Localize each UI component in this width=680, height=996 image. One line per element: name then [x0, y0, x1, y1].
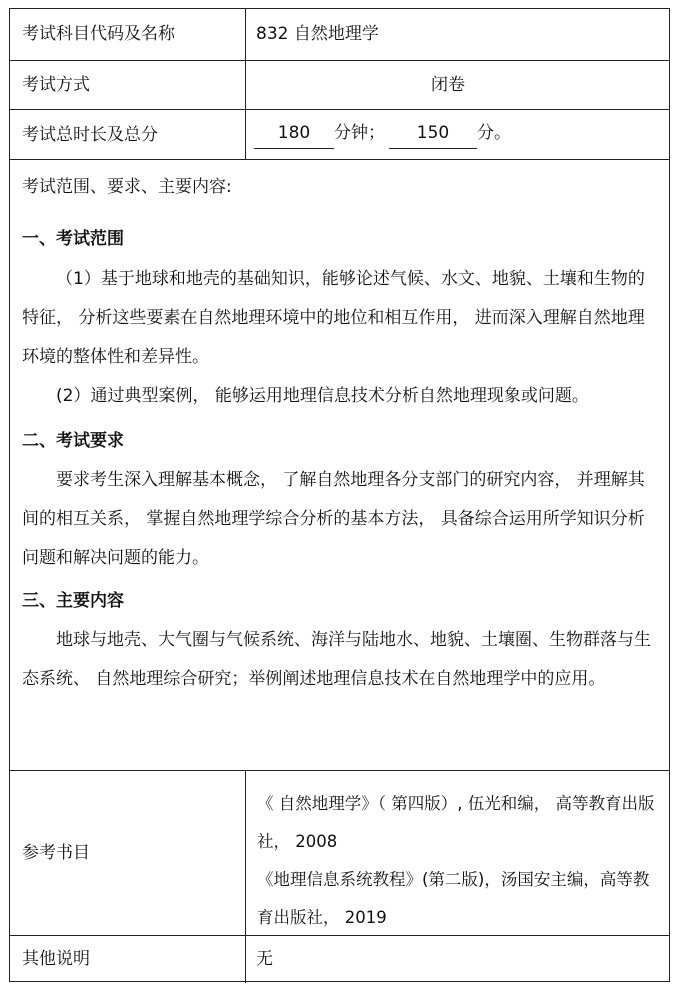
row-subject	[10, 9, 669, 61]
row-duration	[10, 110, 669, 160]
other-notes-value: 无	[256, 949, 273, 969]
duration-label: 考试总时长及总分	[22, 125, 158, 145]
content-block	[10, 160, 669, 771]
scope-paragraph-1: （1）基于地球和地壳的基础知识，能够论述气候、水文、地貌、土壤和生物的特征， 分析这些要素在自然地理环境中的地位和相互作用， 进而深入理解自然地理环境的整体性和差异性。	[22, 269, 645, 367]
subject-label: 考试科目代码及名称	[22, 24, 175, 44]
exam-mode-label: 考试方式	[22, 75, 90, 95]
score-unit: 分。	[477, 123, 511, 143]
column-divider-bottom	[245, 771, 246, 983]
scope-paragraph-2: (2）通过典型案例， 能够运用地理信息技术分析自然地理现象或问题。	[56, 386, 589, 406]
duration-minutes: 180	[254, 125, 334, 149]
duration-value	[254, 125, 511, 149]
subject-value: 832 自然地理学	[256, 24, 379, 44]
row-other-notes	[10, 936, 669, 981]
duration-unit: 分钟；	[334, 123, 385, 143]
references-label: 参考书目	[22, 843, 90, 863]
exam-mode-value: 闭卷	[431, 75, 465, 95]
total-score: 150	[389, 125, 477, 149]
row-exam-mode	[10, 61, 669, 110]
column-divider-top	[245, 9, 246, 160]
section-heading-scope: 一、考试范围	[22, 229, 124, 249]
reference-1: 《 自然地理学》（ 第四版）, 伍光和编， 高等教育出版社， 2008	[257, 794, 655, 851]
requirements-paragraph: 要求考生深入理解基本概念， 了解自然地理各分支部门的研究内容， 并理解其间的相互关系， 掌握自然地理学综合分析的基本方法， 具备综合运用所学知识分析问题和解决问题的能力。	[22, 470, 645, 568]
reference-2: 《地理信息系统教程》(第二版)，汤国安主编，高等教育出版社， 2019	[257, 870, 650, 927]
exam-syllabus-table	[9, 8, 670, 982]
main-content-paragraph: 地球与地壳、大气圈与气候系统、海洋与陆地水、地貌、土壤圈、生物群落与生态系统、 自然地理综合研究；举例阐述地理信息技术在自然地理学中的应用。	[22, 630, 651, 689]
other-notes-label: 其他说明	[22, 949, 90, 969]
section-heading-main-content: 三、主要内容	[22, 591, 124, 611]
content-intro: 考试范围、要求、主要内容:	[22, 177, 232, 197]
section-heading-requirements: 二、考试要求	[22, 431, 124, 451]
row-references	[10, 771, 669, 936]
